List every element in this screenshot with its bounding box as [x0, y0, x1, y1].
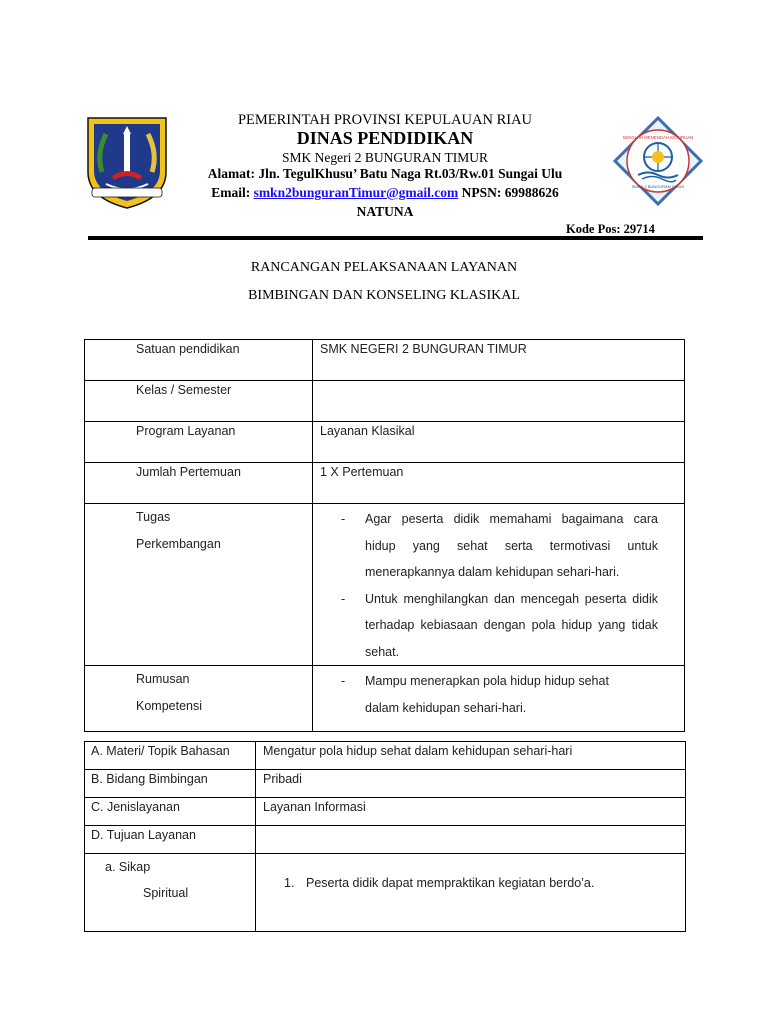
sikap-label: a. Sikap: [105, 860, 151, 874]
table-row: [85, 742, 686, 770]
identity-table: [84, 339, 685, 732]
jenis-value: Layanan Informasi: [256, 798, 686, 826]
header-government-name: PEMERINTAH PROVINSI KEPULAUAN RIAU: [237, 112, 533, 128]
header-school-name: SMK Negeri 2 BUNGURAN TIMUR: [281, 150, 488, 165]
header-divider: [88, 236, 703, 240]
bidang-value: Pribadi: [256, 770, 686, 798]
school-emblem-logo: [612, 115, 704, 207]
materi-label: A. Materi/ Topik Bahasan: [85, 742, 256, 770]
rumusan-label: [85, 666, 313, 732]
tugas-list: [313, 506, 684, 665]
satuan-label: Satuan pendidikan: [85, 340, 313, 381]
spiritual-text: Peserta didik dapat mempraktikan kegiatan berdo’a.: [306, 876, 595, 890]
rumusan-label-line1: Rumusan: [136, 672, 190, 686]
document-title: RANCANGAN PELAKSANAAN LAYANAN: [250, 260, 518, 275]
spiritual-item: [256, 854, 685, 890]
jumlah-label: Jumlah Pertemuan: [85, 463, 313, 504]
table-row: [85, 854, 686, 932]
document-subtitle: BIMBINGAN DAN KONSELING KLASIKAL: [248, 288, 520, 303]
table-row: [85, 504, 685, 666]
header-contact: [170, 185, 600, 201]
tugas-value: [313, 504, 685, 666]
rumusan-value: [313, 666, 685, 732]
satuan-value: SMK NEGERI 2 BUNGURAN TIMUR: [313, 340, 685, 381]
npsn-text: NPSN: 69988626: [458, 185, 559, 200]
table-row: [85, 798, 686, 826]
tujuan-value: [256, 826, 686, 854]
table-row: [85, 340, 685, 381]
header-department-name: DINAS PENDIDIKAN: [296, 128, 474, 148]
table-row: [85, 463, 685, 504]
list-item: - Untuk menghilangkan dan mencegah peserta didik terhadap kebiasaan dengan pola hidup yang tidak sehat.: [341, 586, 658, 666]
school-emblem-text-top: SEKOLAH MENENGAH KEJURUAN: [622, 135, 694, 140]
header-region: NATUNA: [356, 204, 414, 219]
program-value: Layanan Klasikal: [313, 422, 685, 463]
jenis-label: C. Jenislayanan: [85, 798, 256, 826]
postal-code: Kode Pos: 29714: [566, 222, 655, 236]
spiritual-number: 1.: [284, 876, 295, 890]
sikap-cell: [85, 854, 256, 932]
table-row: [85, 666, 685, 732]
spiritual-value-cell: [256, 854, 686, 932]
list-item: - Agar peserta didik memahami bagaimana cara hidup yang sehat serta termotivasi untuk menerapkannya dalam kehidupan sehari-hari.: [341, 506, 658, 586]
school-emblem-text-bottom: SMKN 2 BUNGURAN TIMUR: [631, 184, 685, 189]
email-link[interactable]: smkn2bunguranTimur@gmail.com: [253, 185, 459, 200]
service-table: [84, 741, 686, 932]
spiritual-label: Spiritual: [143, 886, 189, 900]
rumusan-label-line2: Kompetensi: [136, 699, 203, 713]
tugas-label-line2: Perkembangan: [136, 537, 221, 551]
list-item: - Mampu menerapkan pola hidup hidup sehat dalam kehidupan sehari-hari.: [341, 668, 624, 721]
tujuan-label: D. Tujuan Layanan: [85, 826, 256, 854]
table-row: [85, 770, 686, 798]
program-label: Program Layanan: [85, 422, 313, 463]
kelas-label: Kelas / Semester: [85, 381, 313, 422]
table-row: [85, 381, 685, 422]
province-crest-logo: [84, 114, 170, 210]
materi-value: Mengatur pola hidup sehat dalam kehidupan sehari-hari: [256, 742, 686, 770]
kelas-value: [313, 381, 685, 422]
email-label: Email:: [211, 185, 254, 200]
rumusan-list: [313, 668, 684, 721]
jumlah-value: 1 X Pertemuan: [313, 463, 685, 504]
tugas-label-line1: Tugas: [136, 510, 171, 524]
table-row: [85, 422, 685, 463]
header-address: Alamat: Jln. TegulKhusu’ Batu Naga Rt.03/Rw.01 Sungai Ulu: [207, 166, 563, 181]
table-row: [85, 826, 686, 854]
tugas-label: [85, 504, 313, 666]
bidang-label: B. Bidang Bimbingan: [85, 770, 256, 798]
